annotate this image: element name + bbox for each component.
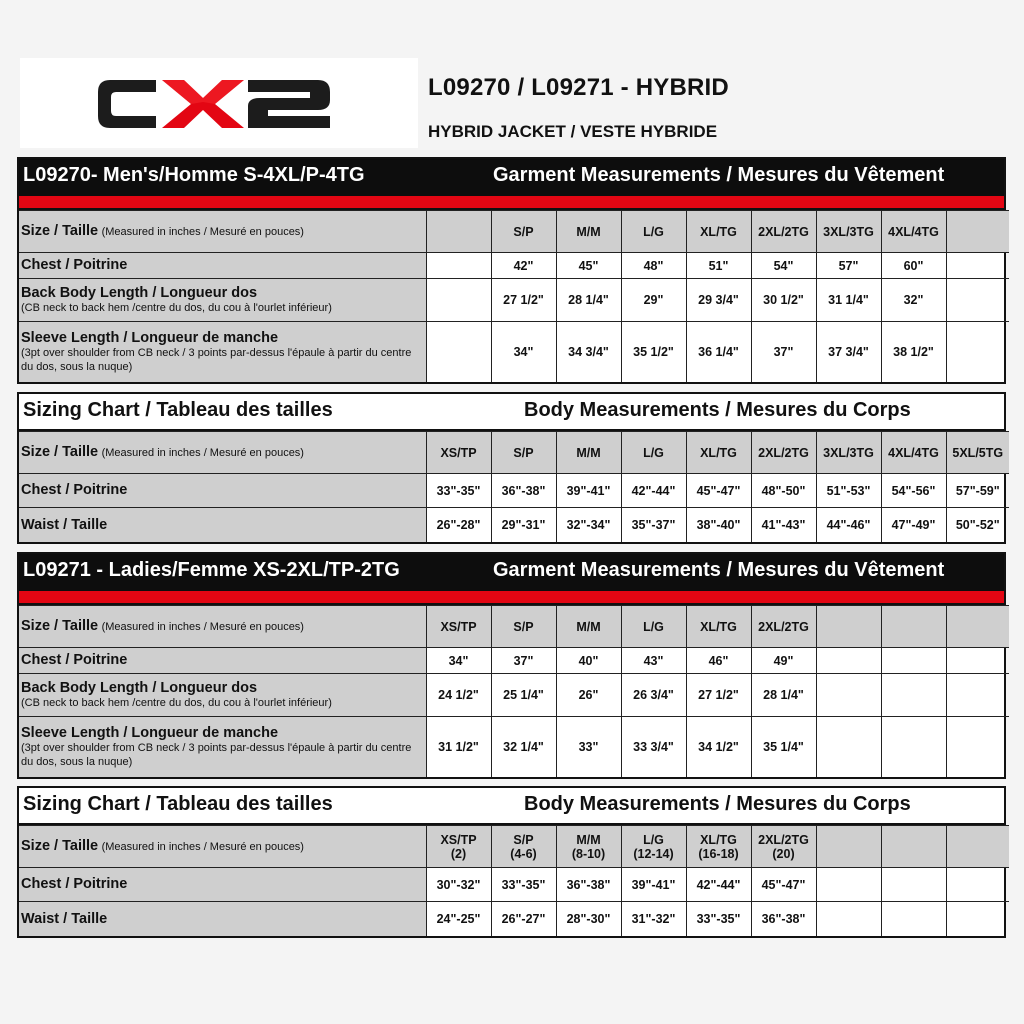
measurement-cell: 32"-34" — [556, 508, 621, 542]
row-sub-label: (3pt over shoulder from CB neck / 3 points par-dessus l'épaule à partir du centre du dos, sous la nuque) — [21, 347, 412, 373]
size-header-cell — [686, 432, 751, 474]
size-value: M/M — [576, 445, 601, 460]
measurement-cell — [946, 279, 1009, 322]
size-value: L/G — [643, 224, 664, 239]
measurement-cell: 54" — [751, 253, 816, 279]
size-label-cell — [19, 826, 426, 868]
size-label-cell — [19, 432, 426, 474]
size-header-cell — [621, 211, 686, 253]
measurement-cell: 38"-40" — [686, 508, 751, 542]
ladies-garment-section — [17, 552, 1006, 779]
measurement-cell: 25 1/4" — [491, 674, 556, 717]
size-header-cell — [491, 432, 556, 474]
size-header-cell — [881, 211, 946, 253]
size-header-cell — [491, 826, 556, 868]
measurement-cell — [816, 648, 881, 674]
measurement-cell: 33"-35" — [491, 868, 556, 902]
measurement-cell: 24 1/2" — [426, 674, 491, 717]
measurement-cell: 51"-53" — [816, 474, 881, 508]
measurement-cell: 27 1/2" — [686, 674, 751, 717]
measurement-cell: 29 3/4" — [686, 279, 751, 322]
measurement-cell: 36"-38" — [751, 902, 816, 936]
table-row — [19, 474, 1009, 508]
size-value: 2XL/2TG — [758, 224, 809, 239]
row-label: Back Body Length / Longueur dos — [21, 285, 258, 302]
row-label: Waist / Taille — [21, 910, 108, 927]
measurement-cell: 34 1/2" — [686, 717, 751, 777]
measurement-cell: 26"-27" — [491, 902, 556, 936]
measurement-cell: 35 1/4" — [751, 717, 816, 777]
row-label-cell — [19, 648, 426, 674]
row-label: Chest / Poitrine — [21, 257, 128, 274]
size-value: S/P — [513, 832, 534, 847]
cx2-logo — [96, 78, 332, 130]
measurement-cell: 47"-49" — [881, 508, 946, 542]
size-note: (Measured in inches / Mesuré en pouces) — [101, 226, 304, 239]
size-value: XL/TG — [700, 619, 737, 634]
section-title: L09271 - Ladies/Femme XS-2XL/TP-2TG — [23, 559, 400, 581]
table-row — [19, 674, 1009, 717]
measurement-cell: 31"-32" — [621, 902, 686, 936]
measurement-cell: 35"-37" — [621, 508, 686, 542]
measurement-cell: 48" — [621, 253, 686, 279]
row-label-cell — [19, 253, 426, 279]
size-note: (Measured in inches / Mesuré en pouces) — [101, 447, 304, 460]
measurement-cell: 35 1/2" — [621, 322, 686, 382]
size-value: 2XL/2TG — [758, 832, 809, 847]
size-sub-value: (16-18) — [698, 846, 739, 861]
measurement-cell: 40" — [556, 648, 621, 674]
size-header-cell — [881, 606, 946, 648]
measurement-cell: 37" — [491, 648, 556, 674]
size-label-cell — [19, 606, 426, 648]
size-header-cell — [946, 826, 1009, 868]
size-value: 2XL/2TG — [758, 619, 809, 634]
size-value: 5XL/5TG — [952, 445, 1004, 460]
measurement-cell: 33"-35" — [426, 474, 491, 508]
size-label-cell — [19, 211, 426, 253]
ladies-garment-table — [19, 605, 1009, 777]
measurement-cell — [881, 902, 946, 936]
measurement-cell — [816, 902, 881, 936]
size-value: XL/TG — [700, 832, 737, 847]
men-garment-header — [19, 159, 1004, 196]
row-label-cell — [19, 474, 426, 508]
size-header-cell — [946, 211, 1009, 253]
size-header-row — [19, 826, 1009, 868]
ladies-body-header — [19, 788, 1004, 825]
measurement-cell: 34" — [426, 648, 491, 674]
size-header-row — [19, 606, 1009, 648]
measurement-cell: 41"-43" — [751, 508, 816, 542]
measurement-cell: 28"-30" — [556, 902, 621, 936]
men-body-header — [19, 394, 1004, 431]
size-header-cell — [686, 606, 751, 648]
section-type: Body Measurements / Mesures du Corps — [524, 399, 911, 421]
measurement-cell — [946, 648, 1009, 674]
row-label: Chest / Poitrine — [21, 482, 128, 499]
table-row — [19, 508, 1009, 542]
row-sub-label: (CB neck to back hem /centre du dos, du cou à l'ourlet inférieur) — [21, 697, 332, 710]
measurement-cell — [946, 902, 1009, 936]
row-label-cell — [19, 717, 426, 777]
measurement-cell — [946, 674, 1009, 717]
measurement-cell: 37 3/4" — [816, 322, 881, 382]
measurement-cell: 57"-59" — [946, 474, 1009, 508]
size-header-cell — [946, 432, 1009, 474]
size-header-cell — [751, 826, 816, 868]
model-subtitle: HYBRID JACKET / VESTE HYBRIDE — [428, 122, 718, 141]
measurement-cell — [946, 868, 1009, 902]
size-header-cell — [751, 211, 816, 253]
table-row — [19, 322, 1009, 382]
table-row — [19, 279, 1009, 322]
row-label: Sleeve Length / Longueur de manche — [21, 329, 279, 346]
measurement-cell — [881, 674, 946, 717]
size-value: L/G — [643, 445, 664, 460]
measurement-cell: 45"-47" — [686, 474, 751, 508]
measurement-cell: 29"-31" — [491, 508, 556, 542]
measurement-cell: 31 1/4" — [816, 279, 881, 322]
row-label-cell — [19, 902, 426, 936]
table-row — [19, 717, 1009, 777]
table-row — [19, 902, 1009, 936]
row-label-cell — [19, 508, 426, 542]
ladies-garment-header — [19, 554, 1004, 591]
measurement-cell: 30 1/2" — [751, 279, 816, 322]
size-sub-value: (20) — [772, 846, 795, 861]
size-header-cell — [881, 826, 946, 868]
measurement-cell: 26" — [556, 674, 621, 717]
size-header-cell — [556, 606, 621, 648]
size-header-cell — [946, 606, 1009, 648]
size-value: M/M — [576, 224, 601, 239]
row-label: Waist / Taille — [21, 516, 108, 533]
measurement-cell: 34 3/4" — [556, 322, 621, 382]
measurement-cell: 45" — [556, 253, 621, 279]
size-header-cell — [686, 211, 751, 253]
size-note: (Measured in inches / Mesuré en pouces) — [101, 841, 304, 854]
size-header-cell — [816, 432, 881, 474]
size-value: S/P — [513, 445, 534, 460]
measurement-cell: 32 1/4" — [491, 717, 556, 777]
measurement-cell: 51" — [686, 253, 751, 279]
size-header-cell — [426, 432, 491, 474]
section-type: Body Measurements / Mesures du Corps — [524, 793, 911, 815]
ladies-body-section — [17, 786, 1006, 938]
measurement-cell: 28 1/4" — [556, 279, 621, 322]
measurement-cell: 37" — [751, 322, 816, 382]
measurement-cell: 42"-44" — [686, 868, 751, 902]
measurement-cell: 33 3/4" — [621, 717, 686, 777]
size-header-cell — [816, 606, 881, 648]
size-header-cell — [426, 606, 491, 648]
men-garment-section — [17, 157, 1006, 384]
measurement-cell: 33"-35" — [686, 902, 751, 936]
size-header-cell — [686, 826, 751, 868]
measurement-cell: 30"-32" — [426, 868, 491, 902]
size-value: XL/TG — [700, 445, 737, 460]
measurement-cell: 38 1/2" — [881, 322, 946, 382]
size-value: XL/TG — [700, 224, 737, 239]
section-type: Garment Measurements / Mesures du Vêtement — [493, 164, 945, 186]
size-header-row — [19, 432, 1009, 474]
size-header-cell — [751, 432, 816, 474]
size-value: L/G — [643, 619, 664, 634]
measurement-cell: 36"-38" — [556, 868, 621, 902]
size-value: XS/TP — [440, 619, 477, 634]
measurement-cell — [881, 648, 946, 674]
measurement-cell — [946, 253, 1009, 279]
measurement-cell — [946, 322, 1009, 382]
size-label: Size / Taille — [21, 444, 99, 461]
measurement-cell: 36 1/4" — [686, 322, 751, 382]
size-header-cell — [426, 826, 491, 868]
measurement-cell: 27 1/2" — [491, 279, 556, 322]
measurement-cell: 34" — [491, 322, 556, 382]
measurement-cell: 43" — [621, 648, 686, 674]
section-type: Garment Measurements / Mesures du Vêtement — [493, 559, 945, 581]
measurement-cell: 45"-47" — [751, 868, 816, 902]
measurement-cell — [816, 868, 881, 902]
measurement-cell: 28 1/4" — [751, 674, 816, 717]
row-label: Chest / Poitrine — [21, 652, 128, 669]
table-row — [19, 253, 1009, 279]
size-label: Size / Taille — [21, 838, 99, 855]
measurement-cell: 57" — [816, 253, 881, 279]
measurement-cell — [426, 322, 491, 382]
size-sub-value: (8-10) — [571, 846, 606, 861]
measurement-cell: 24"-25" — [426, 902, 491, 936]
measurement-cell: 29" — [621, 279, 686, 322]
measurement-cell — [946, 717, 1009, 777]
size-value: 3XL/3TG — [823, 224, 874, 239]
size-value: XS/TP — [440, 445, 477, 460]
table-row — [19, 648, 1009, 674]
men-body-section — [17, 392, 1006, 544]
row-label: Back Body Length / Longueur dos — [21, 680, 258, 697]
size-value: 3XL/3TG — [823, 445, 874, 460]
row-label-cell — [19, 279, 426, 322]
size-header-cell — [621, 606, 686, 648]
measurement-cell: 60" — [881, 253, 946, 279]
measurement-cell: 32" — [881, 279, 946, 322]
measurement-cell: 31 1/2" — [426, 717, 491, 777]
measurement-cell: 26 3/4" — [621, 674, 686, 717]
size-sub-value: (2) — [450, 846, 467, 861]
measurement-cell: 46" — [686, 648, 751, 674]
size-header-cell — [621, 432, 686, 474]
size-value: S/P — [513, 619, 534, 634]
size-sub-value: (12-14) — [633, 846, 674, 861]
section-title: L09270- Men's/Homme S-4XL/P-4TG — [23, 164, 365, 186]
measurement-cell: 50"-52" — [946, 508, 1009, 542]
size-value: L/G — [643, 832, 664, 847]
measurement-cell: 42"-44" — [621, 474, 686, 508]
size-value: M/M — [576, 832, 601, 847]
row-label-cell — [19, 674, 426, 717]
size-header-cell — [621, 826, 686, 868]
size-value: 4XL/4TG — [888, 445, 939, 460]
row-sub-label: (3pt over shoulder from CB neck / 3 points par-dessus l'épaule à partir du centre du dos, sous la nuque) — [21, 742, 412, 768]
size-header-cell — [816, 211, 881, 253]
size-value: S/P — [513, 224, 534, 239]
size-header-cell — [751, 606, 816, 648]
measurement-cell: 44"-46" — [816, 508, 881, 542]
men-garment-table — [19, 210, 1009, 382]
model-title: L09270 / L09271 - HYBRID — [428, 74, 729, 101]
size-header-row — [19, 211, 1009, 253]
row-label: Sleeve Length / Longueur de manche — [21, 724, 279, 741]
measurement-cell: 33" — [556, 717, 621, 777]
row-label-cell — [19, 868, 426, 902]
measurement-cell: 48"-50" — [751, 474, 816, 508]
ladies-body-table — [19, 825, 1009, 936]
table-row — [19, 868, 1009, 902]
size-header-cell — [426, 211, 491, 253]
measurement-cell — [816, 717, 881, 777]
size-header-cell — [491, 211, 556, 253]
row-label: Chest / Poitrine — [21, 876, 128, 893]
size-header-cell — [491, 606, 556, 648]
measurement-cell: 39"-41" — [621, 868, 686, 902]
section-title: Sizing Chart / Tableau des tailles — [23, 793, 333, 815]
size-header-cell — [881, 432, 946, 474]
size-header-cell — [556, 826, 621, 868]
measurement-cell: 42" — [491, 253, 556, 279]
size-value: M/M — [576, 619, 601, 634]
measurement-cell: 54"-56" — [881, 474, 946, 508]
size-value: XS/TP — [440, 832, 477, 847]
measurement-cell — [816, 674, 881, 717]
size-label: Size / Taille — [21, 223, 99, 240]
size-value: 4XL/4TG — [888, 224, 939, 239]
size-sub-value: (4-6) — [510, 846, 537, 861]
measurement-cell: 49" — [751, 648, 816, 674]
measurement-cell — [881, 717, 946, 777]
red-divider — [19, 196, 1004, 210]
size-header-cell — [816, 826, 881, 868]
measurement-cell — [426, 253, 491, 279]
size-header-cell — [556, 211, 621, 253]
measurement-cell — [426, 279, 491, 322]
row-sub-label: (CB neck to back hem /centre du dos, du cou à l'ourlet inférieur) — [21, 302, 332, 315]
measurement-cell — [881, 868, 946, 902]
measurement-cell: 39"-41" — [556, 474, 621, 508]
red-divider — [19, 591, 1004, 605]
measurement-cell: 36"-38" — [491, 474, 556, 508]
size-label: Size / Taille — [21, 618, 99, 635]
size-note: (Measured in inches / Mesuré en pouces) — [101, 621, 304, 634]
size-header-cell — [556, 432, 621, 474]
measurement-cell: 26"-28" — [426, 508, 491, 542]
section-title: Sizing Chart / Tableau des tailles — [23, 399, 333, 421]
size-value: 2XL/2TG — [758, 445, 809, 460]
men-body-table — [19, 431, 1009, 542]
row-label-cell — [19, 322, 426, 382]
